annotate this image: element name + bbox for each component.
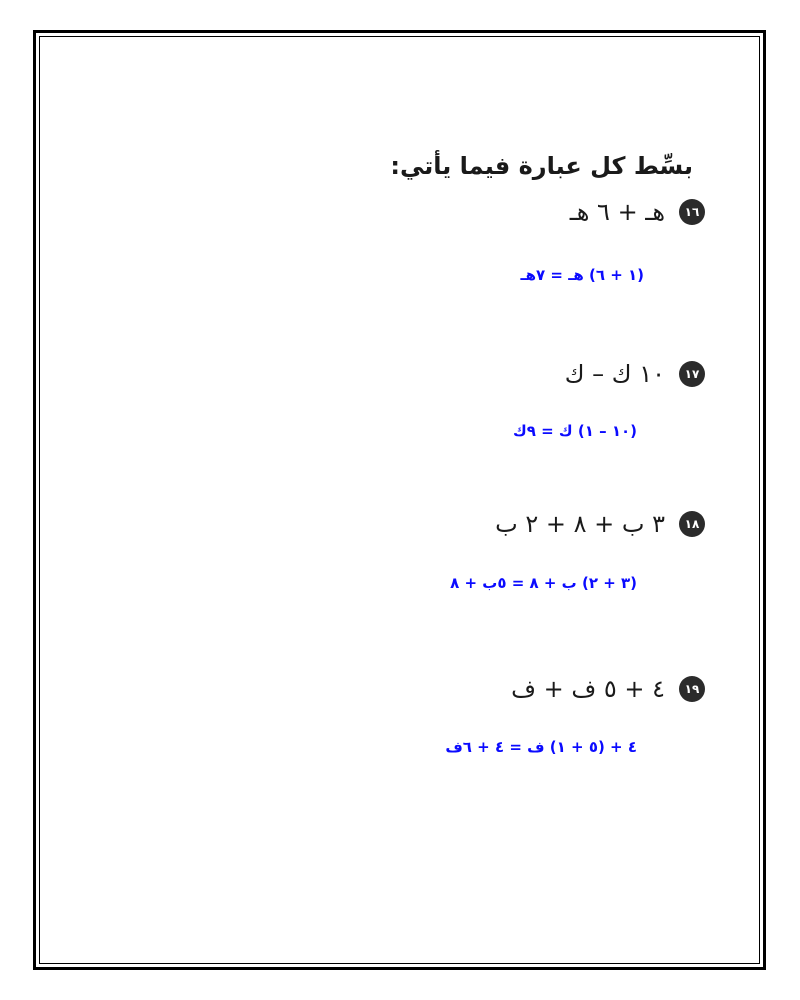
problem-number-badge: ١٨: [679, 511, 705, 537]
problem-17: [565, 360, 705, 388]
answer-16: (١ + ٦) هـ = ٧هـ: [520, 266, 644, 284]
problem-18: [495, 510, 705, 538]
answer-19: ٤ + (٥ + ١) ف = ٤ + ٦ف: [445, 738, 637, 756]
answer-18: (٣ + ٢) ب + ٨ = ٥ب + ٨: [450, 574, 637, 592]
problem-expression: ١٠ ك – ك: [564, 360, 665, 388]
answer-17: (١٠ – ١) ك = ٩ك: [512, 422, 637, 440]
problem-number-badge: ١٦: [679, 199, 705, 225]
problem-19: [511, 675, 705, 703]
problem-16: [570, 198, 705, 226]
problem-number-badge: ١٩: [679, 676, 705, 702]
exercise-heading: بسِّط كل عبارة فيما يأتي:: [390, 152, 693, 180]
problem-expression: ٣ ب + ٨ + ٢ ب: [495, 510, 665, 538]
problem-expression: ٤ + ٥ ف + ف: [511, 675, 665, 703]
problem-number-badge: ١٧: [679, 361, 705, 387]
problem-expression: هـ + ٦ هـ: [569, 198, 665, 226]
